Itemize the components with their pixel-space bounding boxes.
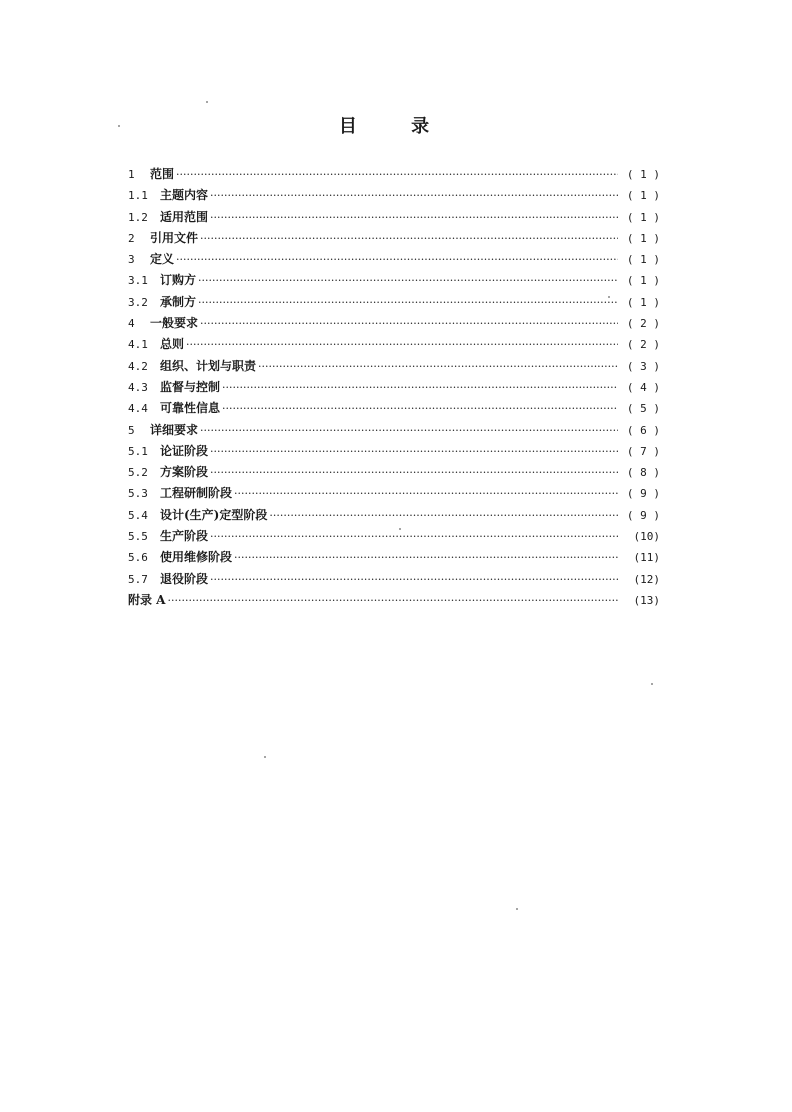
toc-entry-page: ( 7 )	[626, 444, 660, 458]
toc-entry-page: (11)	[633, 551, 660, 565]
toc-entry-number: 5	[128, 423, 135, 437]
toc-entry-number: 4.2	[128, 359, 148, 373]
toc-dot-leader	[200, 420, 618, 441]
toc-entry-page: ( 1 )	[626, 168, 660, 181]
scan-speck	[206, 101, 208, 103]
toc-entry[interactable]	[128, 292, 660, 313]
toc-entry-number: 5.1	[128, 444, 148, 458]
toc-entry-page: ( 2 )	[626, 338, 660, 352]
toc-entry[interactable]	[128, 207, 660, 228]
toc-entry-label: 组织、计划与职责	[160, 358, 257, 373]
toc-entry-number: 5.4	[128, 508, 148, 522]
scan-speck	[118, 125, 120, 127]
toc-entry[interactable]	[128, 420, 660, 441]
toc-entry-number: 1.1	[128, 189, 148, 203]
toc-dot-leader	[210, 526, 618, 547]
toc-dot-leader	[222, 398, 618, 419]
toc-entry-label: 引用文件	[150, 230, 199, 245]
toc-entry-label: 定义	[150, 252, 175, 267]
toc-entry-number: 2	[128, 231, 135, 245]
toc-entry-page: ( 4 )	[626, 380, 660, 394]
toc-entry-label: 总则	[160, 337, 185, 352]
toc-entry[interactable]	[128, 526, 660, 547]
toc-entry-label: 监督与控制	[160, 379, 221, 394]
toc-entry-number: 5.5	[128, 530, 148, 544]
toc-entry-label: 订购方	[160, 273, 197, 288]
toc-entry[interactable]	[128, 228, 660, 249]
toc-entry-label: 一般要求	[150, 316, 199, 331]
toc-entry-number: 5.7	[128, 572, 148, 586]
toc-entry-label: 退役阶段	[160, 571, 209, 586]
toc-entry-number: 3.2	[128, 295, 148, 309]
toc-entry[interactable]	[128, 398, 660, 419]
toc-entry-number: 5.2	[128, 466, 148, 480]
toc-dot-leader	[198, 292, 618, 313]
toc-entry-page: ( 1 )	[626, 189, 660, 203]
toc-entry[interactable]	[128, 164, 660, 185]
toc-entry-page: ( 1 )	[626, 231, 660, 245]
toc-entry[interactable]	[128, 590, 660, 611]
toc-entry[interactable]	[128, 270, 660, 291]
toc-dot-leader	[200, 228, 618, 249]
toc-dot-leader	[210, 441, 618, 462]
toc-entry[interactable]	[128, 569, 660, 590]
toc-entry-page: (10)	[633, 530, 660, 544]
toc-entry[interactable]	[128, 377, 660, 398]
toc-entry-label: 附录 A	[128, 592, 166, 607]
toc-entry-page: ( 3 )	[626, 359, 660, 373]
toc-entry-label: 设计(生产)定型阶段	[160, 507, 268, 522]
toc-dot-leader	[210, 569, 618, 590]
toc-entry[interactable]	[128, 462, 660, 483]
toc-dot-leader	[258, 356, 618, 377]
toc-entry-page: ( 9 )	[626, 487, 660, 501]
toc-entry-number: 1	[128, 168, 135, 181]
toc-entry[interactable]	[128, 249, 660, 270]
toc-entry-number: 3	[128, 253, 135, 267]
toc-entry-label: 工程研制阶段	[160, 486, 233, 501]
toc-dot-leader	[186, 334, 618, 355]
table-of-contents	[128, 164, 660, 611]
scan-speck	[264, 756, 266, 758]
toc-entry[interactable]	[128, 185, 660, 206]
toc-entry-label: 使用维修阶段	[160, 550, 233, 565]
toc-dot-leader	[210, 185, 618, 206]
toc-entry-page: ( 1 )	[626, 253, 660, 267]
toc-entry-page: ( 8 )	[626, 466, 660, 480]
toc-entry[interactable]	[128, 505, 660, 526]
toc-entry-page: ( 5 )	[626, 402, 660, 416]
toc-entry-label: 方案阶段	[160, 465, 209, 480]
toc-entry-label: 可靠性信息	[160, 401, 221, 416]
scan-speck	[608, 296, 610, 298]
toc-entry[interactable]	[128, 441, 660, 462]
toc-title: 目 录	[338, 116, 454, 137]
toc-dot-leader	[168, 590, 619, 611]
toc-entry-page: ( 1 )	[626, 295, 660, 309]
toc-entry-number: 5.6	[128, 551, 148, 565]
toc-entry-page: ( 1 )	[626, 274, 660, 288]
toc-dot-leader	[269, 505, 618, 526]
toc-dot-leader	[200, 313, 618, 334]
toc-entry-number: 4.3	[128, 380, 148, 394]
toc-entry[interactable]	[128, 356, 660, 377]
scan-speck	[516, 908, 518, 910]
toc-entry[interactable]	[128, 334, 660, 355]
toc-entry-label: 论证阶段	[160, 443, 209, 458]
toc-dot-leader	[234, 547, 618, 568]
toc-entry-label: 范围	[150, 167, 175, 181]
toc-entry-number: 4.1	[128, 338, 148, 352]
toc-entry-number: 1.2	[128, 210, 148, 224]
toc-entry[interactable]	[128, 313, 660, 334]
toc-dot-leader	[222, 377, 618, 398]
toc-dot-leader	[210, 462, 618, 483]
toc-entry-number: 4.4	[128, 402, 148, 416]
toc-entry[interactable]	[128, 547, 660, 568]
toc-dot-leader	[210, 207, 618, 228]
toc-entry-page: (13)	[633, 593, 660, 607]
toc-entry-number: 4	[128, 317, 135, 331]
toc-entry-label: 主题内容	[160, 188, 209, 203]
scan-speck	[651, 683, 653, 685]
toc-entry-label: 适用范围	[160, 209, 209, 224]
toc-dot-leader	[234, 483, 618, 504]
toc-entry[interactable]	[128, 483, 660, 504]
toc-entry-number: 3.1	[128, 274, 148, 288]
toc-entry-page: ( 2 )	[626, 317, 660, 331]
toc-entry-label: 生产阶段	[160, 529, 209, 544]
toc-entry-label: 详细要求	[150, 422, 199, 437]
toc-dot-leader	[176, 249, 618, 270]
scan-speck	[399, 528, 401, 530]
toc-entry-label: 承制方	[160, 294, 197, 309]
toc-entry-page: ( 1 )	[626, 210, 660, 224]
toc-dot-leader	[198, 270, 618, 291]
toc-entry-page: ( 6 )	[626, 423, 660, 437]
toc-dot-leader	[176, 164, 618, 185]
toc-entry-page: ( 9 )	[626, 508, 660, 522]
toc-entry-page: (12)	[633, 572, 660, 586]
toc-entry-number: 5.3	[128, 487, 148, 501]
